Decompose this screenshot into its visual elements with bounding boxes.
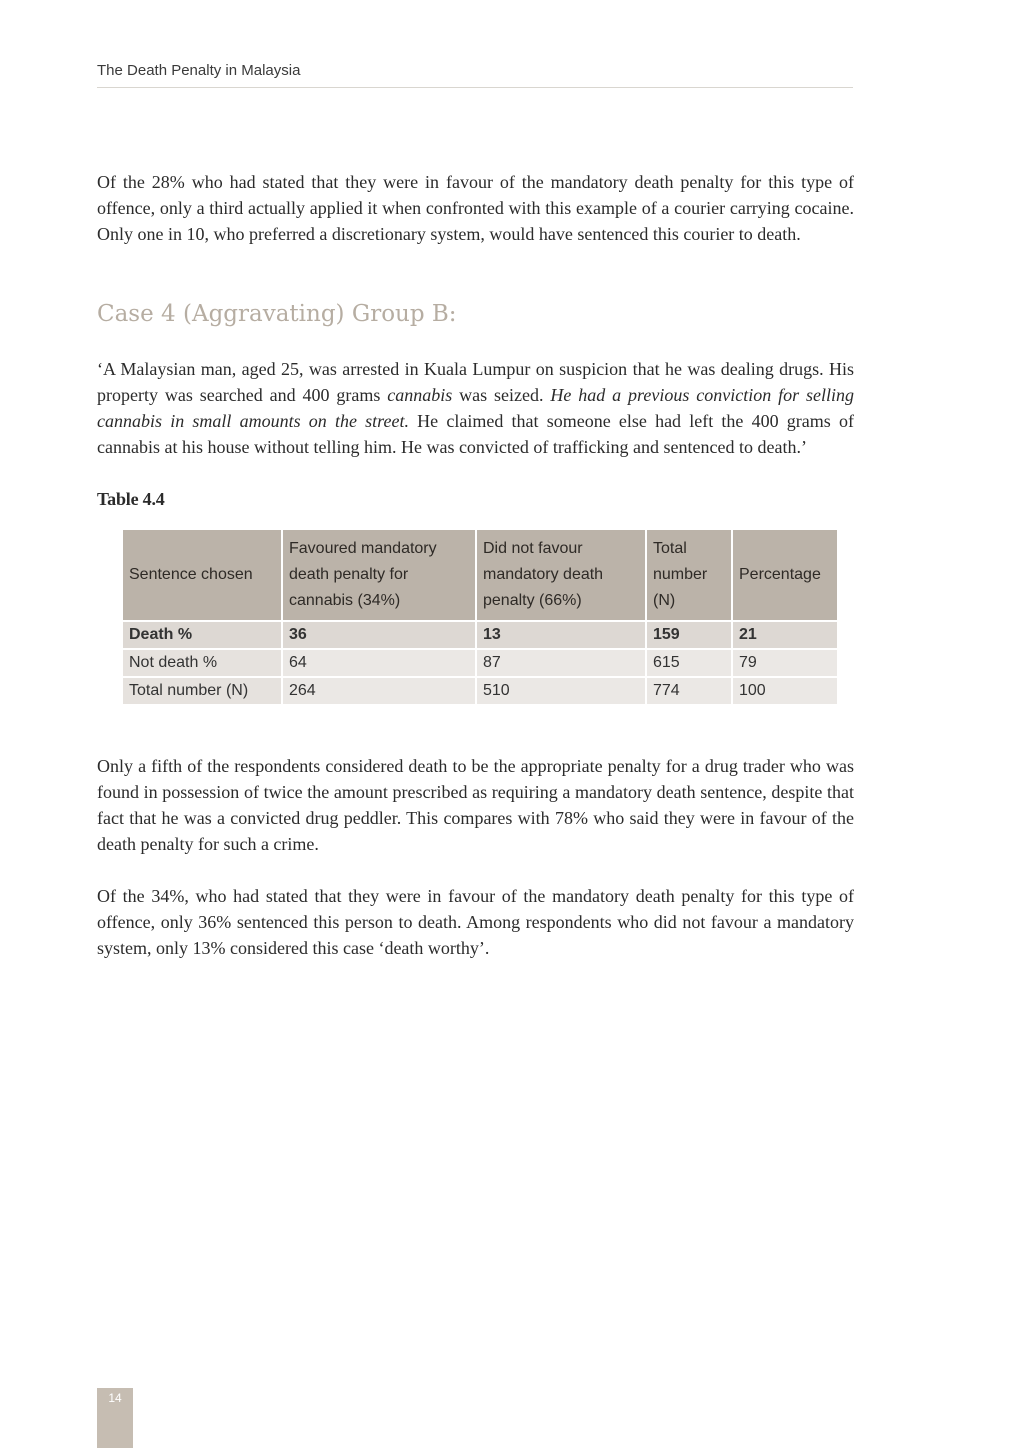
table-header-cell: Total number (N) bbox=[646, 529, 732, 621]
table-cell: 21 bbox=[732, 621, 838, 649]
table-cell: Not death % bbox=[122, 649, 282, 677]
table-cell: 264 bbox=[282, 677, 476, 705]
table-cell: 64 bbox=[282, 649, 476, 677]
table-header-cell: Percentage bbox=[732, 529, 838, 621]
table-cell: Total number (N) bbox=[122, 677, 282, 705]
paragraph-conclusion: Of the 34%, who had stated that they were in favour of the mandatory death penalty for this type of offence, only 36% sentenced this person to death. Among respondents who did not favour a mandatory system, only 13% considered this case ‘death worthy’. bbox=[97, 886, 854, 958]
case-text-part-5: He claimed that someone else had left the 400 grams of cannabis at his house without telling him. He was convicted of trafficking and sentenced to death.’ bbox=[97, 411, 854, 457]
running-header bbox=[97, 60, 853, 88]
table-cell: 159 bbox=[646, 621, 732, 649]
table-label: Table 4.4 bbox=[97, 489, 165, 509]
table-cell: 510 bbox=[476, 677, 646, 705]
paragraph-analysis: Only a fifth of the respondents considered death to be the appropriate penalty for a drug trader who was found in possession of twice the amount prescribed as requiring a mandatory death sentence, despite that fact that he was a convicted drug peddler. This compares with 78% who said they were in favour of the death penalty for such a crime. bbox=[97, 756, 854, 854]
table-header-cell: Did not favour mandatory death penalty (66%) bbox=[476, 529, 646, 621]
table-header-row bbox=[122, 529, 838, 621]
page-content bbox=[97, 169, 854, 961]
table-header-cell: Favoured mandatory death penalty for cannabis (34%) bbox=[282, 529, 476, 621]
table-cell: 615 bbox=[646, 649, 732, 677]
running-title: The Death Penalty in Malaysia bbox=[97, 62, 301, 79]
case-text-italic-cannabis: cannabis bbox=[387, 385, 453, 405]
table-cell: 774 bbox=[646, 677, 732, 705]
table-cell: Death % bbox=[122, 621, 282, 649]
results-table bbox=[121, 528, 839, 706]
page-number: 14 bbox=[108, 1391, 122, 1405]
table-cell: 79 bbox=[732, 649, 838, 677]
case-text-italic-previous-conviction: He had a previous conviction for selling cannabis in small amounts on the street. bbox=[97, 385, 855, 431]
table-cell: 100 bbox=[732, 677, 838, 705]
case-text-part-3: was seized. bbox=[452, 385, 551, 405]
table-cell: 87 bbox=[476, 649, 646, 677]
table-row bbox=[122, 649, 838, 677]
table-cell: 13 bbox=[476, 621, 646, 649]
page-number-tab bbox=[97, 1388, 133, 1448]
table-cell: 36 bbox=[282, 621, 476, 649]
paragraph-intro: Of the 28% who had stated that they were in favour of the mandatory death penalty for this type of offence, only a third actually applied it when confronted with this example of a courier carrying cocaine. Only one in 10, who preferred a discretionary system, would have sentenced this courier to death. bbox=[97, 172, 854, 244]
case-description bbox=[97, 356, 854, 460]
table-row bbox=[122, 621, 838, 649]
section-heading: Case 4 (Aggravating) Group B: bbox=[97, 301, 457, 327]
table-header-cell: Sentence chosen bbox=[122, 529, 282, 621]
table-row bbox=[122, 677, 838, 705]
case-text-part-1: ‘A Malaysian man, aged 25, was arrested in Kuala Lumpur on suspicion that he was dealing drugs. His property was searched and 400 grams bbox=[97, 359, 854, 405]
